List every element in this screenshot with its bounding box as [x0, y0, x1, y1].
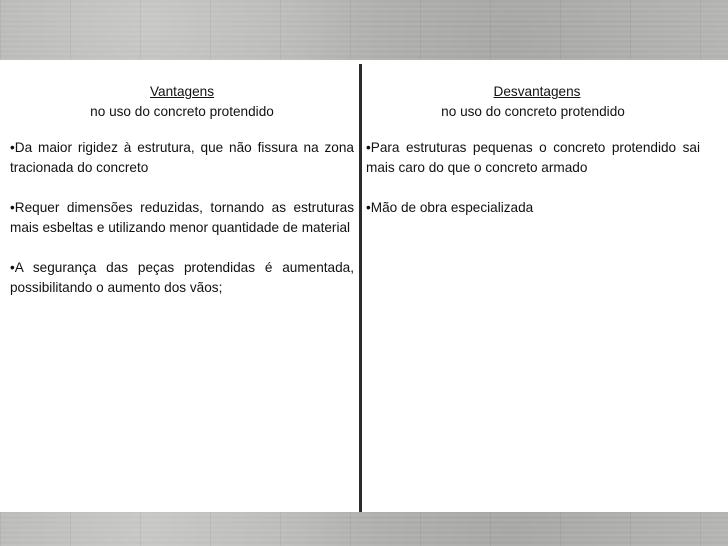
concrete-texture-bottom-band [0, 512, 728, 546]
advantages-column [10, 82, 354, 298]
advantage-point: •A segurança das peças protendidas é aumentada, possibilitando o aumento dos vãos; [10, 260, 354, 295]
disadvantages-subtitle: no uso do concreto protendido [441, 104, 625, 119]
advantage-point: •Da maior rigidez à estrutura, que não fissura na zona tracionada do concreto [10, 140, 354, 175]
column-divider [359, 64, 362, 512]
concrete-texture-top-band [0, 0, 728, 60]
disadvantage-point: •Para estruturas pequenas o concreto protendido sai mais caro do que o concreto armado [366, 140, 700, 175]
disadvantages-title: Desvantagens [493, 84, 581, 99]
advantages-title: Vantagens [150, 84, 214, 99]
advantages-subtitle: no uso do concreto protendido [90, 104, 274, 119]
disadvantage-point: •Mão de obra especializada [366, 200, 534, 215]
advantage-point: •Requer dimensões reduzidas, tornando as estruturas mais esbeltas e utilizando menor quantidade de material [10, 200, 354, 235]
disadvantages-column [366, 82, 700, 218]
